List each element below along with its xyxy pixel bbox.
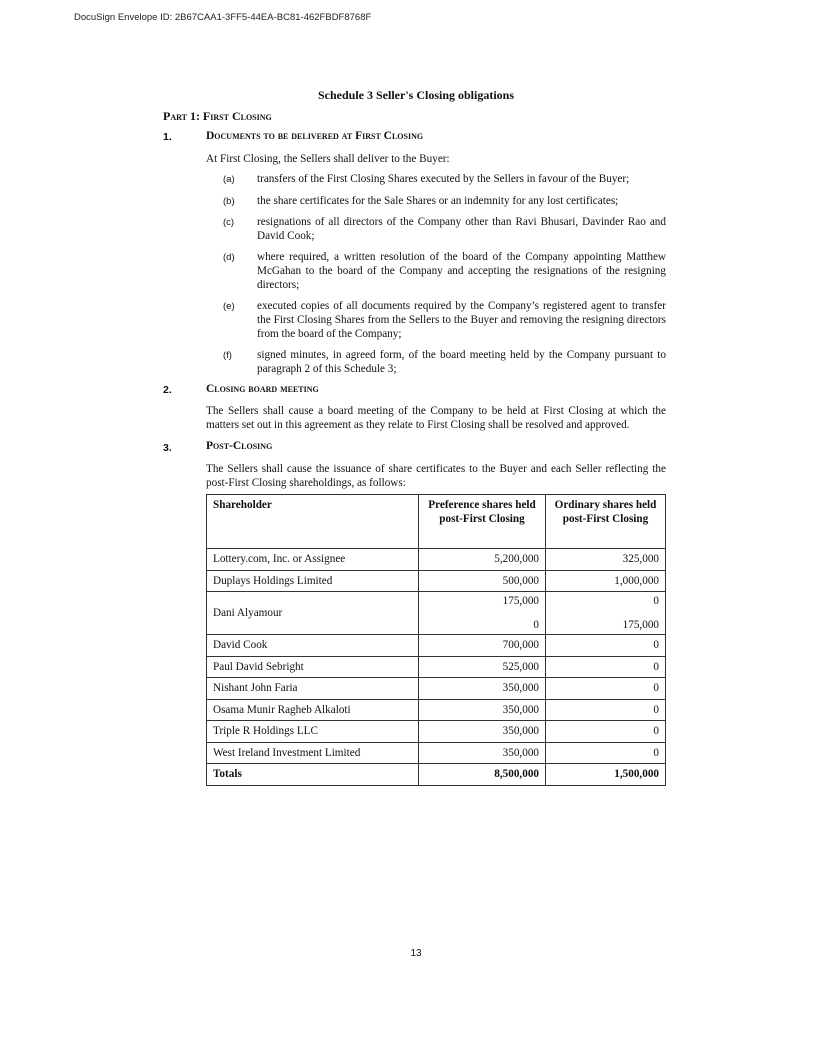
docusign-envelope-id: DocuSign Envelope ID: 2B67CAA1-3FF5-44EA-BC81-462FBDF8768F (74, 12, 372, 23)
page-number: 13 (410, 948, 422, 959)
schedule-title: Schedule 3 Seller's Closing obligations (317, 88, 515, 102)
ordinary-shares-cell: 325,000 (546, 549, 666, 571)
table-row (207, 635, 666, 657)
list-item-text: signed minutes, in agreed form, of the board meeting held by the Company pursuant to paragraph 2 of this Schedule 3; (257, 349, 666, 375)
column-header: Ordinary shares held post-First Closing (546, 495, 666, 549)
preference-shares-cell: 700,000 (419, 635, 546, 657)
ordinary-shares-cell: 0 (546, 678, 666, 700)
ordinary-shares-cell: 0 (546, 721, 666, 743)
list-item-label: (d) (223, 252, 235, 263)
shareholdings-table (206, 494, 666, 786)
list-item-text: resignations of all directors of the Company other than Ravi Bhusari, Davinder Rao and David Cook; (257, 216, 666, 242)
table-row (207, 549, 666, 571)
ordinary-shares-total: 1,500,000 (546, 764, 666, 786)
section-number: 2. (163, 384, 172, 396)
section-heading: Closing board meeting (206, 383, 319, 395)
table-row (207, 699, 666, 721)
column-header: Preference shares held post-First Closing (419, 495, 546, 549)
preference-shares-cell: 350,000 (419, 678, 546, 700)
table-row (207, 570, 666, 592)
section-intro: At First Closing, the Sellers shall deliver to the Buyer: (206, 153, 450, 165)
section-text: The Sellers shall cause a board meeting of the Company to be held at First Closing at which the matters set out in this agreement as they relate to First Closing shall be resolved and approved. (206, 405, 666, 431)
totals-label: Totals (207, 764, 419, 786)
preference-shares-cell: 5,200,000 (419, 549, 546, 571)
preference-shares-value: 175,000 (502, 595, 539, 607)
shareholder-cell: David Cook (207, 635, 419, 657)
shareholder-cell: Osama Munir Ragheb Alkaloti (207, 699, 419, 721)
list-item-text: the share certificates for the Sale Shares or an indemnity for any lost certificates; (257, 195, 619, 207)
shareholder-cell: Lottery.com, Inc. or Assignee (207, 549, 419, 571)
shareholder-cell: West Ireland Investment Limited (207, 742, 419, 764)
table-row (207, 592, 666, 635)
list-item-label: (f) (223, 350, 232, 361)
preference-shares-cell (419, 592, 546, 635)
section-heading: Post-Closing (206, 440, 273, 452)
ordinary-shares-cell: 0 (546, 742, 666, 764)
ordinary-shares-cell (546, 592, 666, 635)
table-row (207, 656, 666, 678)
list-item-label: (e) (223, 301, 235, 312)
list-item-label: (b) (223, 196, 235, 207)
table-row (207, 678, 666, 700)
part-title: Part 1: First Closing (163, 109, 272, 123)
section-number: 3. (163, 442, 172, 454)
shareholder-cell: Nishant John Faria (207, 678, 419, 700)
list-item-label: (c) (223, 217, 235, 228)
ordinary-shares-value: 175,000 (622, 619, 659, 631)
list-item-text: executed copies of all documents required by the Company’s registered agent to transfer the First Closing Shares from the Sellers to the Buyer and removing the resigning directors from the board of the Company; (257, 300, 666, 340)
ordinary-shares-cell: 0 (546, 699, 666, 721)
shareholder-cell: Dani Alyamour (207, 592, 419, 635)
preference-shares-cell: 350,000 (419, 742, 546, 764)
preference-shares-total: 8,500,000 (419, 764, 546, 786)
preference-shares-cell: 525,000 (419, 656, 546, 678)
table-row (207, 721, 666, 743)
table-row (207, 742, 666, 764)
shareholder-cell: Triple R Holdings LLC (207, 721, 419, 743)
column-header: Shareholder (207, 495, 419, 549)
preference-shares-cell: 500,000 (419, 570, 546, 592)
list-item-label: (a) (223, 174, 235, 185)
section-text: The Sellers shall cause the issuance of share certificates to the Buyer and each Seller reflecting the post-First Closing shareholdings, as follows: (206, 463, 666, 489)
shareholder-cell: Paul David Sebright (207, 656, 419, 678)
table-header-row (207, 495, 666, 549)
list-item-text: where required, a written resolution of the board of the Company appointing Matthew McGahan to the board of the Company and accepting the resignations of the resigning directors; (257, 251, 666, 291)
preference-shares-cell: 350,000 (419, 699, 546, 721)
section-number: 1. (163, 131, 172, 143)
preference-shares-cell: 350,000 (419, 721, 546, 743)
ordinary-shares-cell: 1,000,000 (546, 570, 666, 592)
shareholder-cell: Duplays Holdings Limited (207, 570, 419, 592)
section-heading: Documents to be delivered at First Closing (206, 130, 424, 142)
ordinary-shares-value: 0 (653, 595, 659, 607)
totals-row (207, 764, 666, 786)
preference-shares-value: 0 (533, 619, 539, 631)
ordinary-shares-cell: 0 (546, 635, 666, 657)
list-item-text: transfers of the First Closing Shares executed by the Sellers in favour of the Buyer; (257, 173, 630, 185)
ordinary-shares-cell: 0 (546, 656, 666, 678)
